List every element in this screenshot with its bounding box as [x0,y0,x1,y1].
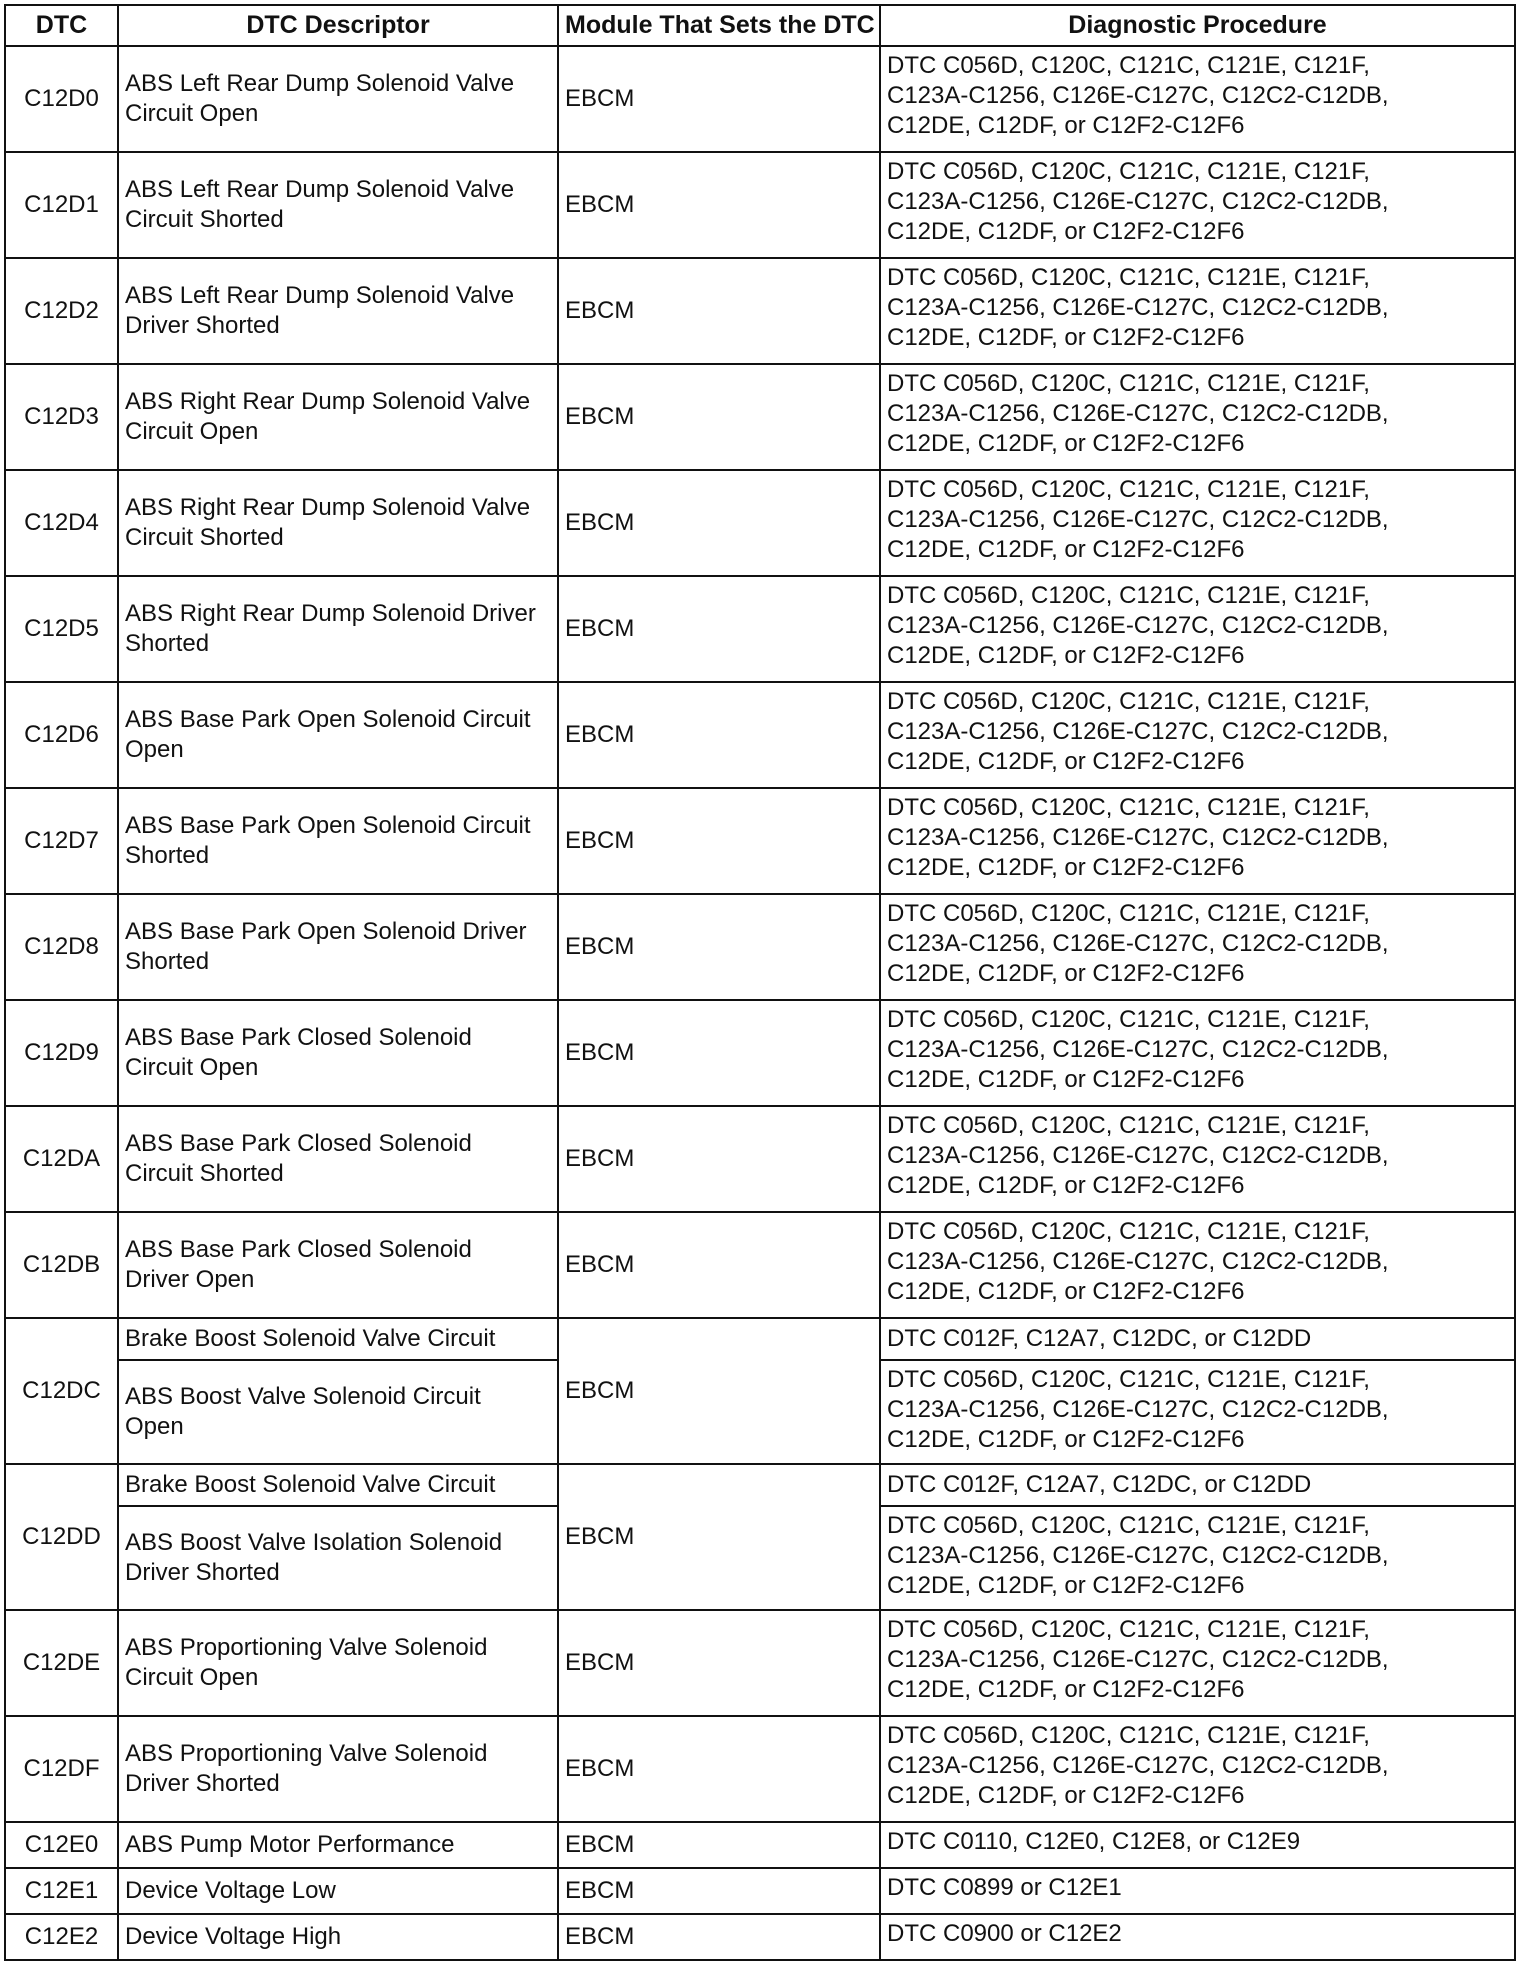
module-cell-text: EBCM [565,1877,635,1904]
descriptor-cell-text: ABS Base Park Closed Solenoid Driver Open [125,1236,472,1293]
dtc-code-cell-text: C12D9 [24,1039,99,1066]
table-row [5,46,1515,152]
module-cell [558,1106,880,1212]
table-row [5,894,1515,1000]
module-cell-text: EBCM [565,1039,635,1066]
procedure-cell [880,1506,1515,1610]
descriptor-cell [118,576,558,682]
descriptor-cell [118,152,558,258]
module-cell [558,1868,880,1914]
procedure-cell [880,470,1515,576]
descriptor-cell-text: ABS Base Park Open Solenoid Driver Shorted [125,918,527,975]
table-row [5,364,1515,470]
procedure-cell [880,1716,1515,1822]
table-row [5,1464,1515,1506]
table-row [5,1000,1515,1106]
procedure-cell-text: DTC C056D, C120C, C121C, C121E, C121F, C123A-C1256, C126E-C127C, C12C2-C12DB, C12DE, C12DF, or C12F2-C12F6 [887,52,1389,139]
dtc-code-cell [5,894,118,1000]
procedure-cell-text: DTC C056D, C120C, C121C, C121E, C121F, C123A-C1256, C126E-C127C, C12C2-C12DB, C12DE, C12DF, or C12F2-C12F6 [887,476,1389,563]
procedure-cell-text: DTC C056D, C120C, C121C, C121E, C121F, C123A-C1256, C126E-C127C, C12C2-C12DB, C12DE, C12DF, or C12F2-C12F6 [887,1616,1389,1703]
header-procedure: Diagnostic Procedure [880,5,1515,46]
descriptor-cell [118,1506,558,1610]
table-row [5,1868,1515,1914]
dtc-code-cell-text: C12DD [22,1523,101,1550]
dtc-code-cell-text: C12DE [22,1649,101,1676]
module-cell [558,1212,880,1318]
procedure-cell-text: DTC C056D, C120C, C121C, C121E, C121F, C123A-C1256, C126E-C127C, C12C2-C12DB, C12DE, C12DF, or C12F2-C12F6 [887,1512,1389,1599]
procedure-cell [880,1360,1515,1464]
header-dtc: DTC [5,5,118,46]
module-cell [558,1822,880,1868]
module-cell-text: EBCM [565,1755,635,1782]
table-row [5,682,1515,788]
dtc-code-cell [5,788,118,894]
descriptor-cell [118,364,558,470]
procedure-cell-text: DTC C0899 or C12E1 [887,1874,1122,1901]
procedure-cell [880,894,1515,1000]
procedure-cell-text: DTC C056D, C120C, C121C, C121E, C121F, C123A-C1256, C126E-C127C, C12C2-C12DB, C12DE, C12DF, or C12F2-C12F6 [887,900,1389,987]
descriptor-cell-text: ABS Base Park Open Solenoid Circuit Shorted [125,812,531,869]
procedure-cell-text: DTC C012F, C12A7, C12DC, or C12DD [887,1471,1312,1498]
dtc-code-cell [5,1914,118,1960]
module-cell [558,46,880,152]
table-row [5,1318,1515,1360]
procedure-cell-text: DTC C056D, C120C, C121C, C121E, C121F, C123A-C1256, C126E-C127C, C12C2-C12DB, C12DE, C12DF, or C12F2-C12F6 [887,1112,1389,1199]
procedure-cell [880,682,1515,788]
dtc-code-cell [5,152,118,258]
module-cell [558,470,880,576]
procedure-cell [880,1000,1515,1106]
procedure-cell [880,1318,1515,1360]
descriptor-cell-text: ABS Boost Valve Solenoid Circuit Open [125,1383,481,1440]
module-cell [558,1610,880,1716]
descriptor-cell-text: Device Voltage Low [125,1877,336,1904]
procedure-cell-text: DTC C056D, C120C, C121C, C121E, C121F, C123A-C1256, C126E-C127C, C12C2-C12DB, C12DE, C12DF, or C12F2-C12F6 [887,264,1389,351]
module-cell-text: EBCM [565,403,635,430]
descriptor-cell-text: ABS Base Park Closed Solenoid Circuit Shorted [125,1130,472,1187]
descriptor-cell-text: ABS Base Park Closed Solenoid Circuit Open [125,1024,472,1081]
descriptor-cell [118,1212,558,1318]
module-cell-text: EBCM [565,827,635,854]
descriptor-cell [118,46,558,152]
dtc-code-cell-text: C12DB [22,1251,101,1278]
descriptor-cell [118,1716,558,1822]
descriptor-cell-text: Brake Boost Solenoid Valve Circuit [125,1471,496,1498]
module-cell [558,894,880,1000]
descriptor-cell [118,788,558,894]
table-row [5,1610,1515,1716]
dtc-code-cell-text: C12D5 [24,615,99,642]
module-cell-text: EBCM [565,1251,635,1278]
descriptor-cell [118,1822,558,1868]
dtc-code-cell-text: C12D7 [24,827,99,854]
module-cell-text: EBCM [565,509,635,536]
procedure-cell-text: DTC C056D, C120C, C121C, C121E, C121F, C123A-C1256, C126E-C127C, C12C2-C12DB, C12DE, C12DF, or C12F2-C12F6 [887,1218,1389,1305]
module-cell [558,576,880,682]
procedure-cell-text: DTC C0900 or C12E2 [887,1920,1122,1947]
table-row [5,1822,1515,1868]
dtc-code-cell-text: C12E2 [24,1923,99,1950]
descriptor-cell [118,1914,558,1960]
dtc-code-cell-text: C12DC [22,1377,101,1404]
descriptor-cell [118,1868,558,1914]
dtc-code-cell [5,1000,118,1106]
descriptor-cell [118,1000,558,1106]
descriptor-cell [118,1360,558,1464]
descriptor-cell [118,682,558,788]
dtc-code-cell-text: C12D0 [24,85,99,112]
descriptor-cell [118,1106,558,1212]
dtc-code-cell-text: C12E1 [24,1877,99,1904]
dtc-code-cell-text: C12E0 [24,1831,99,1858]
module-cell [558,682,880,788]
descriptor-cell [118,1318,558,1360]
procedure-cell [880,1212,1515,1318]
table-row [5,576,1515,682]
procedure-cell-text: DTC C012F, C12A7, C12DC, or C12DD [887,1325,1312,1352]
module-cell [558,364,880,470]
header-row [5,5,1515,46]
procedure-cell-text: DTC C056D, C120C, C121C, C121E, C121F, C123A-C1256, C126E-C127C, C12C2-C12DB, C12DE, C12DF, or C12F2-C12F6 [887,688,1389,775]
dtc-code-cell [5,258,118,364]
descriptor-cell [118,1610,558,1716]
module-cell-text: EBCM [565,1923,635,1950]
procedure-cell [880,1868,1515,1914]
descriptor-cell [118,1464,558,1506]
dtc-code-cell [5,1212,118,1318]
module-cell-text: EBCM [565,1145,635,1172]
dtc-code-cell-text: C12D4 [24,509,99,536]
dtc-code-cell [5,1610,118,1716]
procedure-cell [880,1822,1515,1868]
table-row [5,788,1515,894]
dtc-code-cell [5,46,118,152]
dtc-code-cell [5,1716,118,1822]
dtc-code-cell [5,470,118,576]
procedure-cell [880,46,1515,152]
module-cell-text: EBCM [565,933,635,960]
procedure-cell [880,1914,1515,1960]
procedure-cell-text: DTC C056D, C120C, C121C, C121E, C121F, C123A-C1256, C126E-C127C, C12C2-C12DB, C12DE, C12DF, or C12F2-C12F6 [887,582,1389,669]
module-cell-text: EBCM [565,297,635,324]
module-cell [558,1318,880,1464]
descriptor-cell-text: ABS Left Rear Dump Solenoid Valve Circuit Open [125,70,515,127]
module-cell-text: EBCM [565,191,635,218]
descriptor-cell [118,258,558,364]
dtc-code-cell-text: C12DF [23,1755,100,1782]
module-cell-text: EBCM [565,1831,635,1858]
procedure-cell-text: DTC C056D, C120C, C121C, C121E, C121F, C123A-C1256, C126E-C127C, C12C2-C12DB, C12DE, C12DF, or C12F2-C12F6 [887,158,1389,245]
dtc-code-cell [5,1822,118,1868]
dtc-code-cell [5,1868,118,1914]
descriptor-cell-text: ABS Right Rear Dump Solenoid Driver Shorted [125,600,536,657]
procedure-cell [880,258,1515,364]
table-row [5,470,1515,576]
dtc-code-cell-text: C12D3 [24,403,99,430]
descriptor-cell-text: ABS Pump Motor Performance [125,1831,455,1858]
procedure-cell-text: DTC C056D, C120C, C121C, C121E, C121F, C123A-C1256, C126E-C127C, C12C2-C12DB, C12DE, C12DF, or C12F2-C12F6 [887,794,1389,881]
header-descriptor: DTC Descriptor [118,5,558,46]
procedure-cell-text: DTC C056D, C120C, C121C, C121E, C121F, C123A-C1256, C126E-C127C, C12C2-C12DB, C12DE, C12DF, or C12F2-C12F6 [887,370,1389,457]
procedure-cell-text: DTC C0110, C12E0, C12E8, or C12E9 [887,1828,1301,1855]
dtc-code-cell [5,1464,118,1610]
module-cell-text: EBCM [565,615,635,642]
module-cell [558,1914,880,1960]
module-cell [558,152,880,258]
module-cell-text: EBCM [565,721,635,748]
descriptor-cell-text: ABS Right Rear Dump Solenoid Valve Circuit Open [125,388,531,445]
descriptor-cell-text: ABS Left Rear Dump Solenoid Valve Driver Shorted [125,282,515,339]
dtc-code-cell [5,1106,118,1212]
dtc-code-cell [5,576,118,682]
procedure-cell-text: DTC C056D, C120C, C121C, C121E, C121F, C123A-C1256, C126E-C127C, C12C2-C12DB, C12DE, C12DF, or C12F2-C12F6 [887,1722,1389,1809]
module-cell [558,788,880,894]
dtc-code-cell [5,1318,118,1464]
dtc-code-cell-text: C12D6 [24,721,99,748]
module-cell [558,1716,880,1822]
module-cell [558,1000,880,1106]
module-cell-text: EBCM [565,1649,635,1676]
module-cell-text: EBCM [565,85,635,112]
table-row [5,1716,1515,1822]
dtc-code-cell [5,364,118,470]
table-row [5,152,1515,258]
descriptor-cell-text: Brake Boost Solenoid Valve Circuit [125,1325,496,1352]
dtc-code-cell-text: C12D8 [24,933,99,960]
procedure-cell [880,1610,1515,1716]
descriptor-cell-text: ABS Proportioning Valve Solenoid Driver Shorted [125,1740,488,1797]
procedure-cell [880,576,1515,682]
module-cell-text: EBCM [565,1523,635,1550]
procedure-cell-text: DTC C056D, C120C, C121C, C121E, C121F, C123A-C1256, C126E-C127C, C12C2-C12DB, C12DE, C12DF, or C12F2-C12F6 [887,1006,1389,1093]
descriptor-cell-text: ABS Right Rear Dump Solenoid Valve Circuit Shorted [125,494,531,551]
descriptor-cell-text: ABS Boost Valve Isolation Solenoid Driver Shorted [125,1529,503,1586]
module-cell [558,258,880,364]
descriptor-cell-text: ABS Left Rear Dump Solenoid Valve Circuit Shorted [125,176,515,233]
header-module: Module That Sets the DTC [558,5,880,46]
procedure-cell [880,1106,1515,1212]
table-row [5,1212,1515,1318]
procedure-cell-text: DTC C056D, C120C, C121C, C121E, C121F, C123A-C1256, C126E-C127C, C12C2-C12DB, C12DE, C12DF, or C12F2-C12F6 [887,1366,1389,1453]
descriptor-cell [118,470,558,576]
procedure-cell [880,1464,1515,1506]
module-cell [558,1464,880,1610]
module-cell-text: EBCM [565,1377,635,1404]
procedure-cell [880,152,1515,258]
descriptor-cell-text: ABS Base Park Open Solenoid Circuit Open [125,706,531,763]
descriptor-cell-text: ABS Proportioning Valve Solenoid Circuit Open [125,1634,488,1691]
table-row [5,258,1515,364]
dtc-code-cell-text: C12D2 [24,297,99,324]
dtc-table [4,4,1516,1961]
descriptor-cell-text: Device Voltage High [125,1923,342,1950]
dtc-code-cell-text: C12D1 [24,191,99,218]
procedure-cell [880,788,1515,894]
dtc-code-cell-text: C12DA [22,1145,101,1172]
procedure-cell [880,364,1515,470]
dtc-code-cell [5,682,118,788]
descriptor-cell [118,894,558,1000]
table-row [5,1914,1515,1960]
table-row [5,1106,1515,1212]
